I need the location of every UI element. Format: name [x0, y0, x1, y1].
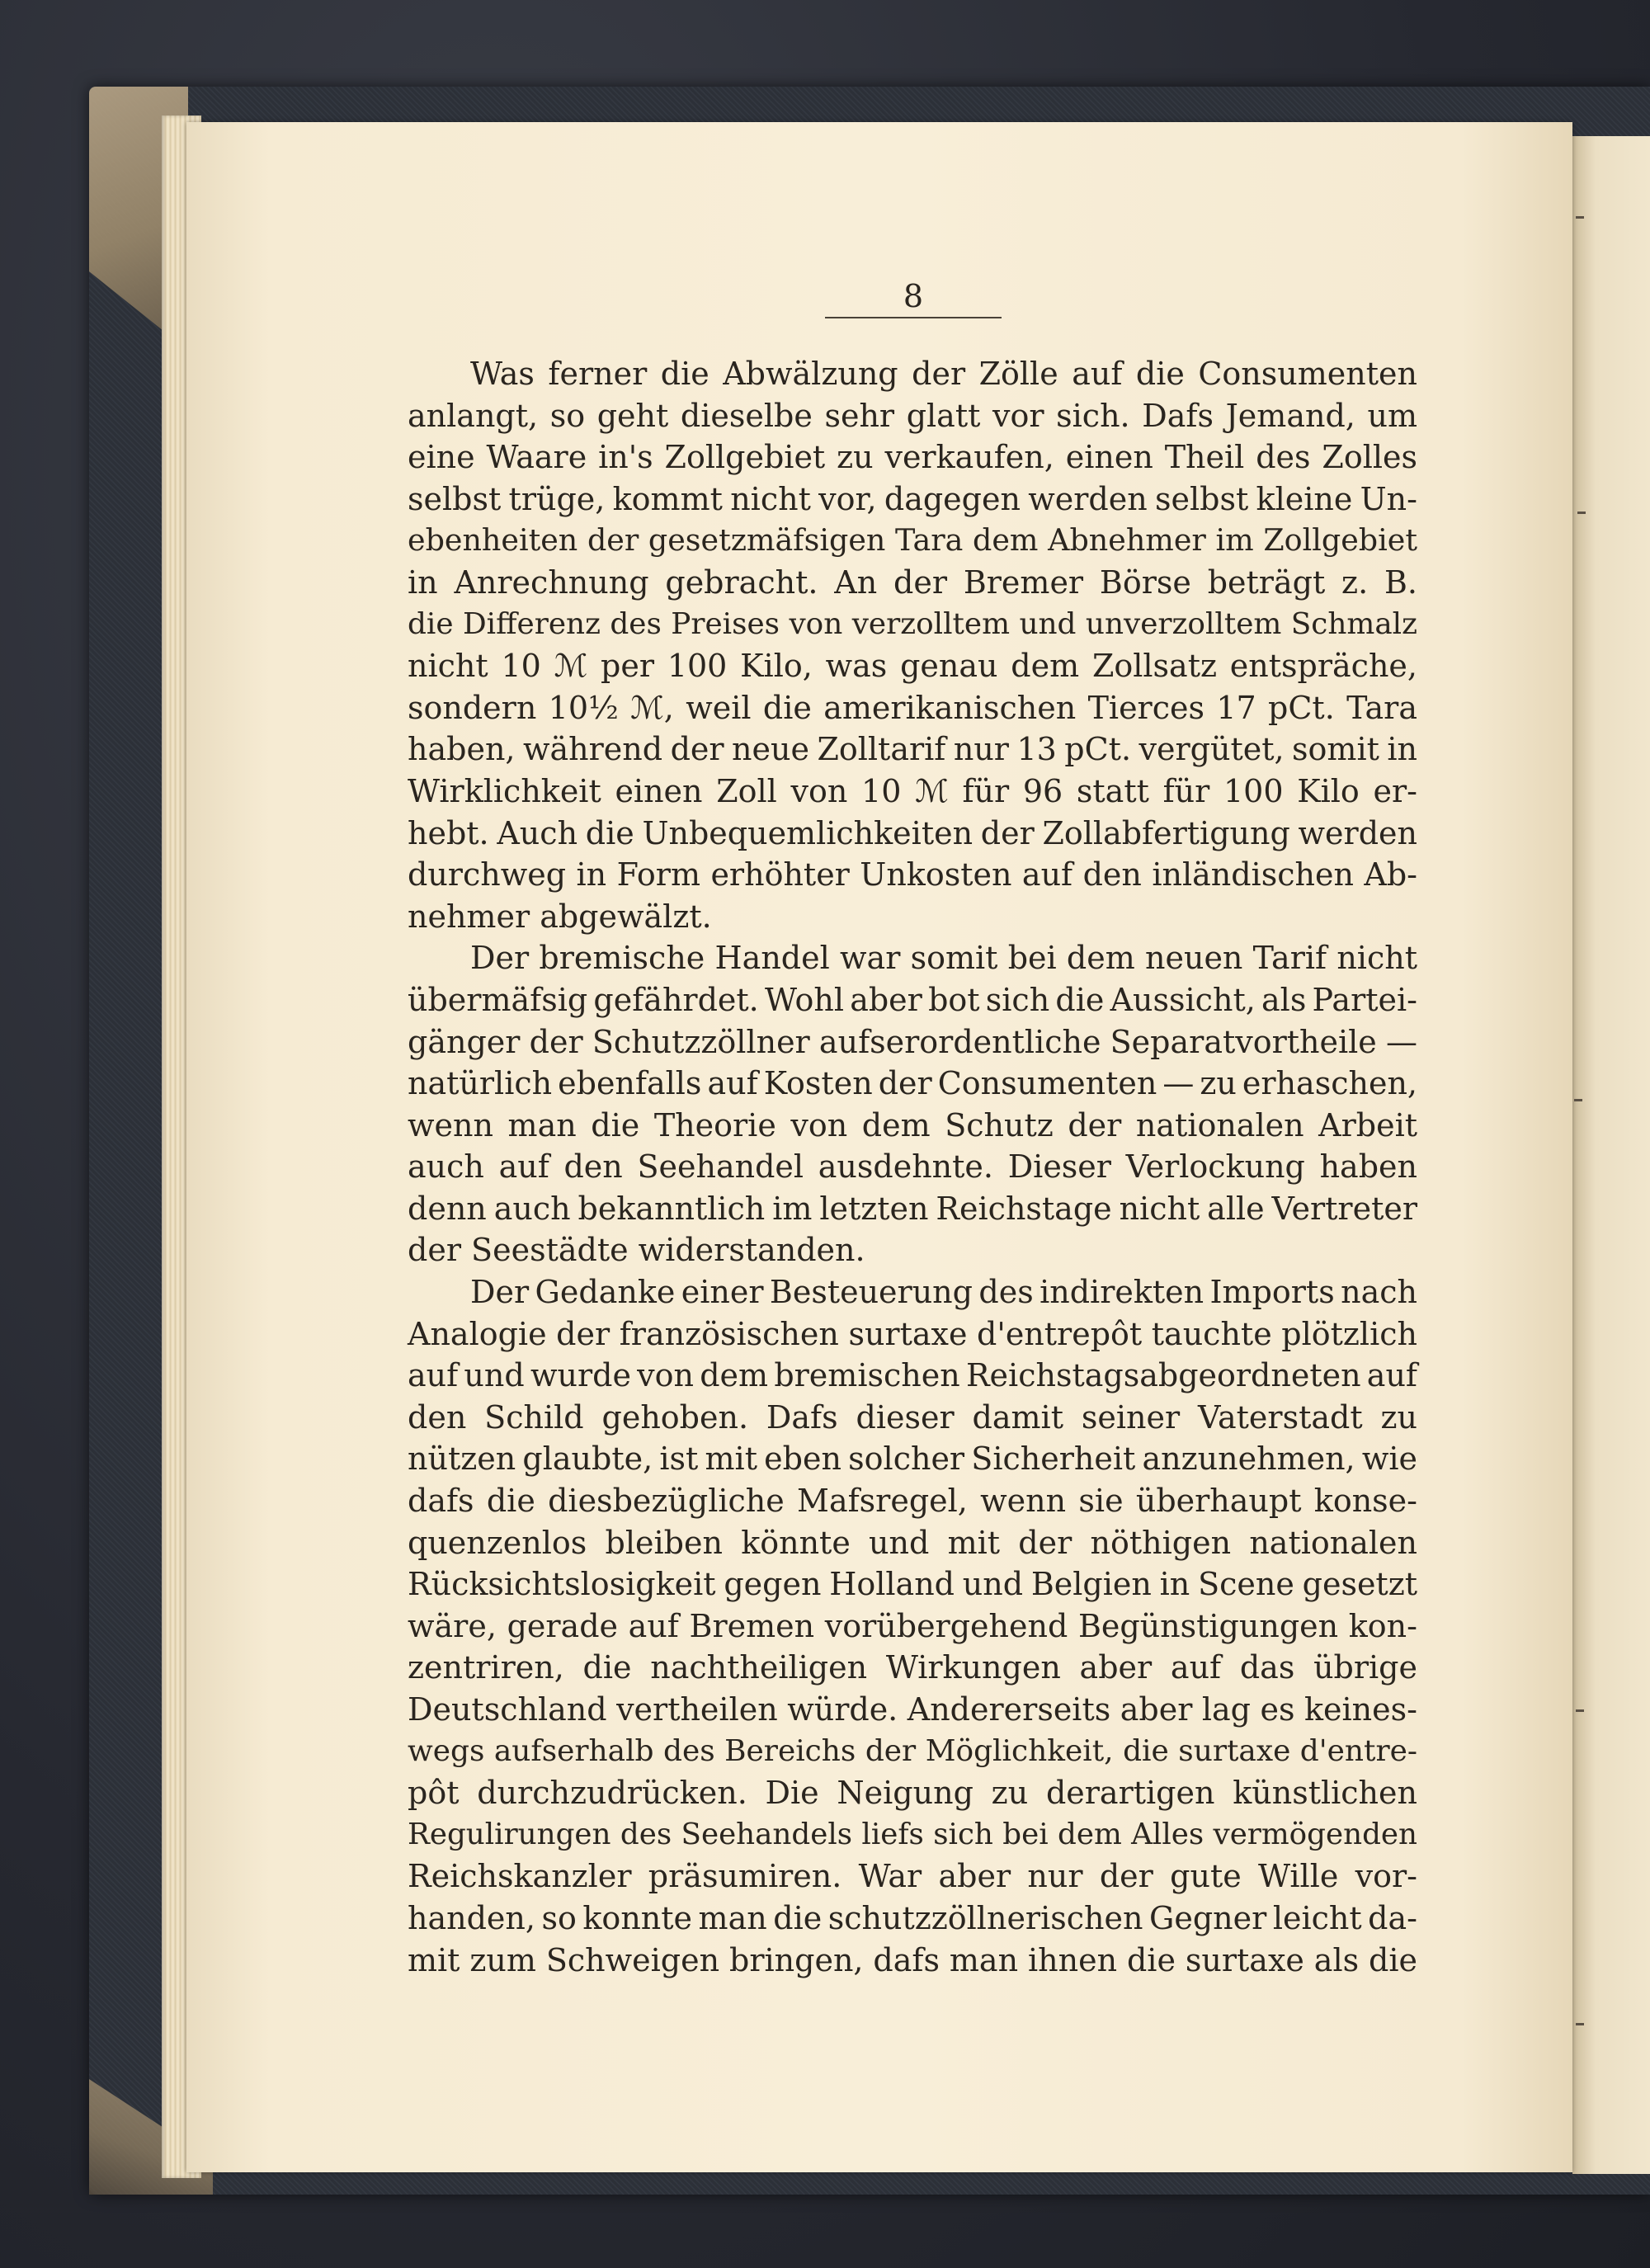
page-number: 8 [903, 278, 924, 314]
text-line: anlangt, so geht dieselbe sehr glatt vor sich. Dafs Jemand, um [408, 397, 1417, 434]
text-line: die Differenz des Preises von verzolltem und unverzolltem Schmalz [408, 606, 1417, 641]
edge-mark [1577, 512, 1586, 514]
text-line: selbst trüge, kommt nicht vor, dagegen werden selbst kleine Un- [408, 480, 1417, 517]
text-line: natürlich ebenfalls auf Kosten der Consumenten — zu erhaschen, [408, 1065, 1417, 1102]
facing-page-edge [1572, 136, 1650, 2174]
text-line: auch auf den Seehandel ausdehnte. Dieser Verlockung haben [408, 1148, 1417, 1186]
text-line: denn auch bekanntlich im letzten Reichstage nicht alle Vertreter [408, 1190, 1417, 1227]
text-line: Regulirungen des Seehandels liefs sich bei dem Alles vermögenden [408, 1817, 1417, 1851]
text-line: auf und wurde von dem bremischen Reichstagsabgeordneten auf [408, 1357, 1417, 1394]
text-line: quenzenlos bleiben könnte und mit der nöthigen nationalen [408, 1524, 1417, 1561]
text-line: eine Waare in's Zollgebiet zu verkaufen, einen Theil des Zolles [408, 439, 1417, 476]
text-line: pôt durchzudrücken. Die Neigung zu derartigen künstlichen [408, 1775, 1417, 1812]
text-line: zentriren, die nachtheiligen Wirkungen aber auf das übrige [408, 1649, 1417, 1686]
text-line: handen, so konnte man die schutzzöllnerischen Gegner leicht da- [408, 1899, 1417, 1936]
text-line: nicht 10 ℳ per 100 Kilo, was genau dem Zollsatz entspräche, [408, 648, 1417, 685]
text-line: dafs die diesbezügliche Mafsregel, wenn sie überhaupt konse- [408, 1483, 1417, 1520]
edge-mark [1574, 1099, 1582, 1101]
text-line: wenn man die Theorie von dem Schutz der nationalen Arbeit [408, 1106, 1417, 1143]
text-line: ebenheiten der gesetzmäfsigen Tara dem Abnehmer im Zollgebiet [408, 522, 1417, 559]
text-line: Analogie der französischen surtaxe d'entrepôt tauchte plötzlich [408, 1315, 1417, 1352]
text-line: sondern 10½ ℳ, weil die amerikanischen Tierces 17 pCt. Tara [408, 689, 1417, 726]
text-line: wegs aufserhalb des Bereichs der Möglichkeit, die surtaxe d'entre- [408, 1733, 1417, 1768]
text-line: den Schild gehoben. Dafs dieser damit seiner Vaterstadt zu [408, 1398, 1417, 1436]
text-line: Reichskanzler präsumiren. War aber nur der gute Wille vor- [408, 1858, 1417, 1895]
text-line: durchweg in Form erhöhter Unkosten auf den inländischen Ab- [408, 856, 1417, 894]
edge-mark [1576, 1709, 1584, 1712]
text-line: in Anrechnung gebracht. An der Bremer Börse beträgt z. B. [408, 563, 1417, 601]
text-line: Der bremische Handel war somit bei dem neuen Tarif nicht [470, 940, 1417, 977]
body-text [408, 353, 1417, 1981]
text-line: nützen glaubte, ist mit eben solcher Sicherheit anzunehmen, wie [408, 1440, 1417, 1478]
text-line: Deutschland vertheilen würde. Andererseits aber lag es keines- [408, 1691, 1417, 1728]
text-line: übermäfsig gefährdet. Wohl aber bot sich die Aussicht, als Partei- [408, 981, 1417, 1018]
text-line: der Seestädte widerstanden. [408, 1232, 865, 1269]
text-line: hebt. Auch die Unbequemlichkeiten der Zollabfertigung werden [408, 814, 1417, 851]
text-line: nehmer abgewälzt. [408, 898, 712, 935]
page-header [825, 278, 1002, 318]
text-line: Der Gedanke einer Besteuerung des indirekten Imports nach [470, 1274, 1417, 1311]
text-line: mit zum Schweigen bringen, dafs man ihnen die surtaxe als die [408, 1941, 1417, 1978]
header-rule [825, 317, 1002, 318]
edge-mark [1576, 216, 1584, 219]
text-line: Rücksichtslosigkeit gegen Holland und Belgien in Scene gesetzt [408, 1566, 1417, 1603]
text-line: wäre, gerade auf Bremen vorübergehend Begünstigungen kon- [408, 1607, 1417, 1644]
text-line: haben, während der neue Zolltarif nur 13 pCt. vergütet, somit in [408, 731, 1417, 768]
text-line: Wirklichkeit einen Zoll von 10 ℳ für 96 statt für 100 Kilo er- [408, 772, 1417, 809]
edge-mark [1576, 2023, 1584, 2025]
text-line: Was ferner die Abwälzung der Zölle auf die Consumenten [470, 356, 1417, 392]
text-line: gänger der Schutzzöllner aufserordentliche Separatvortheile — [408, 1023, 1417, 1060]
